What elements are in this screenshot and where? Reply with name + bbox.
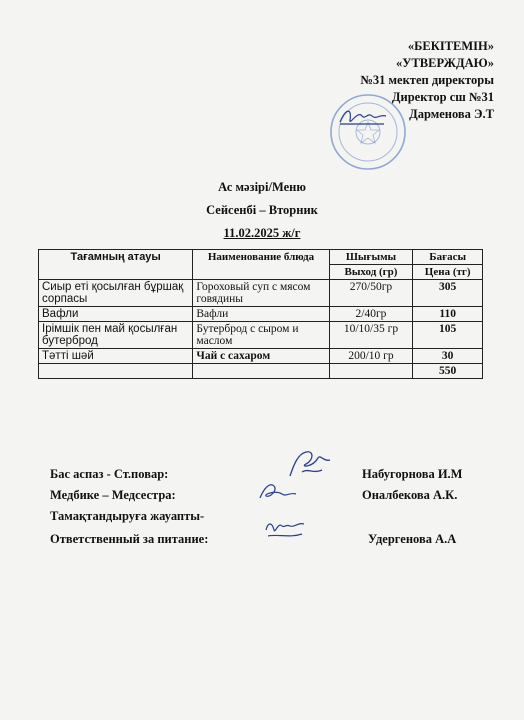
dish-price: 110 [413,307,483,322]
header-name-kz: Тағамның атауы [39,250,193,280]
food-kz-role: Тамақтандыруға жауапты- [50,509,205,523]
dish-price: 305 [413,280,483,307]
table-header-row [39,250,483,265]
dish-price: 105 [413,322,483,349]
nurse-signature-icon [256,476,298,504]
menu-day: Сейсенбі – Вторник [206,203,318,217]
menu-title: Ас мәзірі/Меню [218,180,306,194]
dish-name-kz: Вафли [39,307,193,322]
dish-yield: 270/50гр [329,280,413,307]
approval-kz: «БЕКІТЕМІН» [407,39,494,53]
chef-name: Набугорнова И.М [362,467,463,481]
dish-yield: 2/40гр [329,307,413,322]
food-ru-role: Ответственный за питание: [50,532,209,546]
dish-name-kz: Ірімшік пен май қосылған бутерброд [39,322,193,349]
director-ru: Директор сш №31 [391,90,494,104]
header-price-ru: Цена (тг) [413,265,483,280]
menu-table [38,249,483,379]
dish-name-kz: Сиыр еті қосылған бұршақ сорпасы [39,280,193,307]
table-row [39,307,483,322]
dish-yield: 200/10 гр [329,349,413,364]
director-signature-icon [336,104,390,128]
dish-name-ru: Бутерброд с сыром и маслом [193,322,329,349]
menu-title-block [0,176,524,245]
dish-name-kz: Тәтті шәй [39,349,193,364]
chef-role: Бас аспаз - Ст.повар: [50,467,169,481]
table-row [39,349,483,364]
table-total-row [39,364,483,379]
dish-name-ru: Гороховый суп с мясом говядины [193,280,329,307]
header-yield-kz: Шығымы [329,250,413,265]
food-signature-icon [262,514,308,540]
table-row [39,322,483,349]
director-name: Дарменова Э.Т [409,107,494,121]
nurse-role: Медбике – Медсестра: [50,488,176,502]
header-yield-ru: Выход (гр) [329,265,413,280]
dish-name-ru: Вафли [193,307,329,322]
dish-yield: 10/10/35 гр [329,322,413,349]
dish-name-ru: Чай с сахаром [193,349,329,364]
table-row [39,280,483,307]
nurse-name: Оналбекова А.К. [362,488,458,502]
header-price-kz: Бағасы [413,250,483,265]
total-price: 550 [413,364,483,379]
menu-date: 11.02.2025 ж/г [223,226,301,240]
header-name-ru: Наименование блюда [193,250,329,280]
director-kz: №31 мектеп директоры [360,73,494,87]
dish-price: 30 [413,349,483,364]
approval-ru: «УТВЕРЖДАЮ» [396,56,494,70]
food-name: Удергенова А.А [368,532,457,546]
